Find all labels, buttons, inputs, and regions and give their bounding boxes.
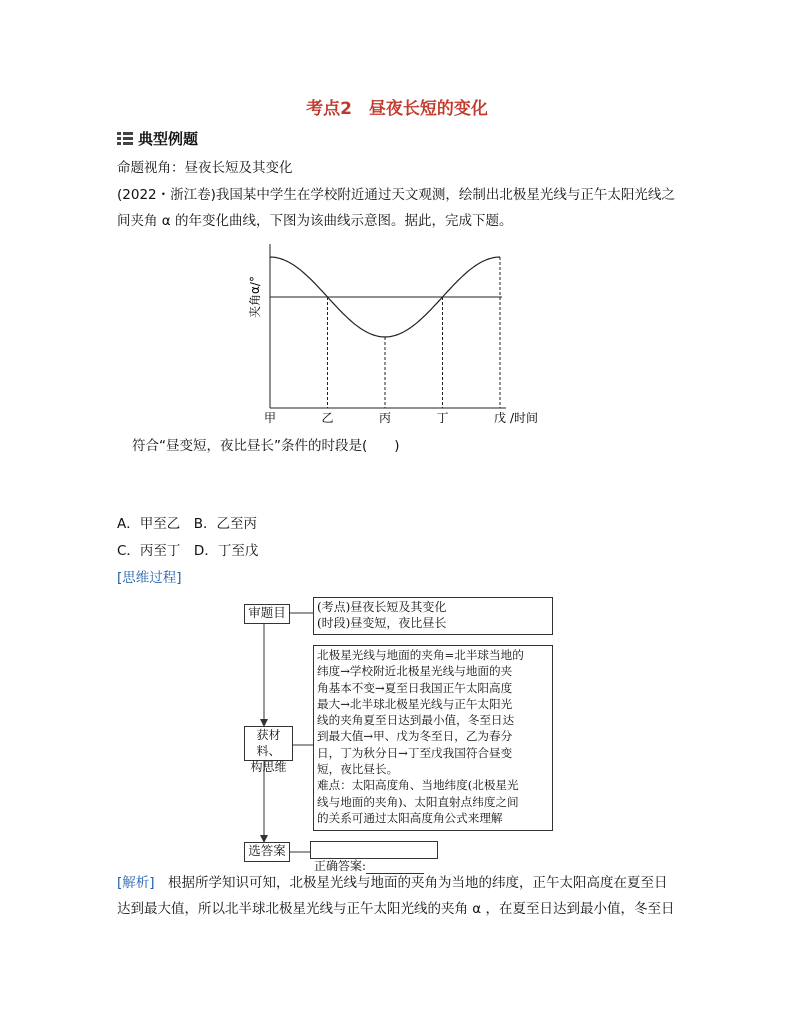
flow-step2-content: 北极星光线与地面的夹角=北半球当地的 纬度→学校附近北极星光线与地面的夹 角基本不变→夏至日我国正午太阳高度 最大→北半球北极星光线与正午太阳光 线的夹角夏至日达到最小值，冬至日达 到最大值→甲、戊为冬至日，乙为春分 日，丁为秋分日→丁至戊我国符合昼变 短，夜比昼长。 难点：太阳高度角、当地纬度(北极星光 线与地面的夹角)、太阳直射点纬度之间 的关系可通过太阳高度角公式来理解 xyxy=(313,645,553,831)
flow-step2-label: 获材料、 构思维 xyxy=(244,726,293,761)
x-tick-label: 丙 xyxy=(378,411,392,425)
flow-step1-content: (考点)昼夜长短及其变化 (时段)昼变短，夜比昼长 xyxy=(313,597,553,635)
flow-step1-label: 审题目 xyxy=(244,604,290,624)
analysis-label: [解析] xyxy=(117,875,155,891)
flow-step3-label: 选答案 xyxy=(244,842,290,862)
question-text: 符合“昼变短，夜比昼长”条件的时段是( ) xyxy=(132,438,400,454)
question-stem-line2: 间夹角 α 的年变化曲线，下图为该曲线示意图。据此，完成下题。 xyxy=(117,213,513,229)
flow-step3-box xyxy=(310,841,438,873)
question-stem-line1: (2022・浙江卷)我国某中学生在学校附近通过天文观测，绘制出北极星光线与正午太阳光线之 xyxy=(117,187,675,203)
y-axis-label: 夹角α/° xyxy=(248,276,262,318)
x-tick-label: 戊 xyxy=(493,411,507,425)
x-tick-label: 丁 xyxy=(436,411,449,425)
x-tick-label: 甲 xyxy=(263,411,277,425)
analysis-line1 xyxy=(117,872,668,894)
list-icon xyxy=(117,132,133,146)
x-tick-label: 乙 xyxy=(321,411,334,425)
view-angle: 命题视角：昼夜长短及其变化 xyxy=(117,160,293,176)
section-heading-text: 典型例题 xyxy=(138,130,199,148)
page-title: 考点2 昼夜长短的变化 xyxy=(306,99,488,119)
section-heading xyxy=(117,128,198,149)
options-row1: A．甲至乙 B．乙至丙 xyxy=(117,516,257,532)
analysis-line2: 达到最大值，所以北半球北极星光线与正午太阳光线的夹角 α ，在夏至日达到最小值，冬至日 xyxy=(117,901,675,917)
angle-chart xyxy=(240,240,540,430)
options-row2: C．丙至丁 D．丁至戊 xyxy=(117,543,259,559)
thinking-label: [思维过程] xyxy=(117,570,182,586)
flow-step3-content: 正确答案: xyxy=(314,859,367,873)
analysis-text1: 根据所学知识可知，北极星光线与地面的夹角为当地的纬度，正午太阳高度在夏至日 xyxy=(154,875,668,891)
x-axis-label: /时间 xyxy=(510,411,539,425)
